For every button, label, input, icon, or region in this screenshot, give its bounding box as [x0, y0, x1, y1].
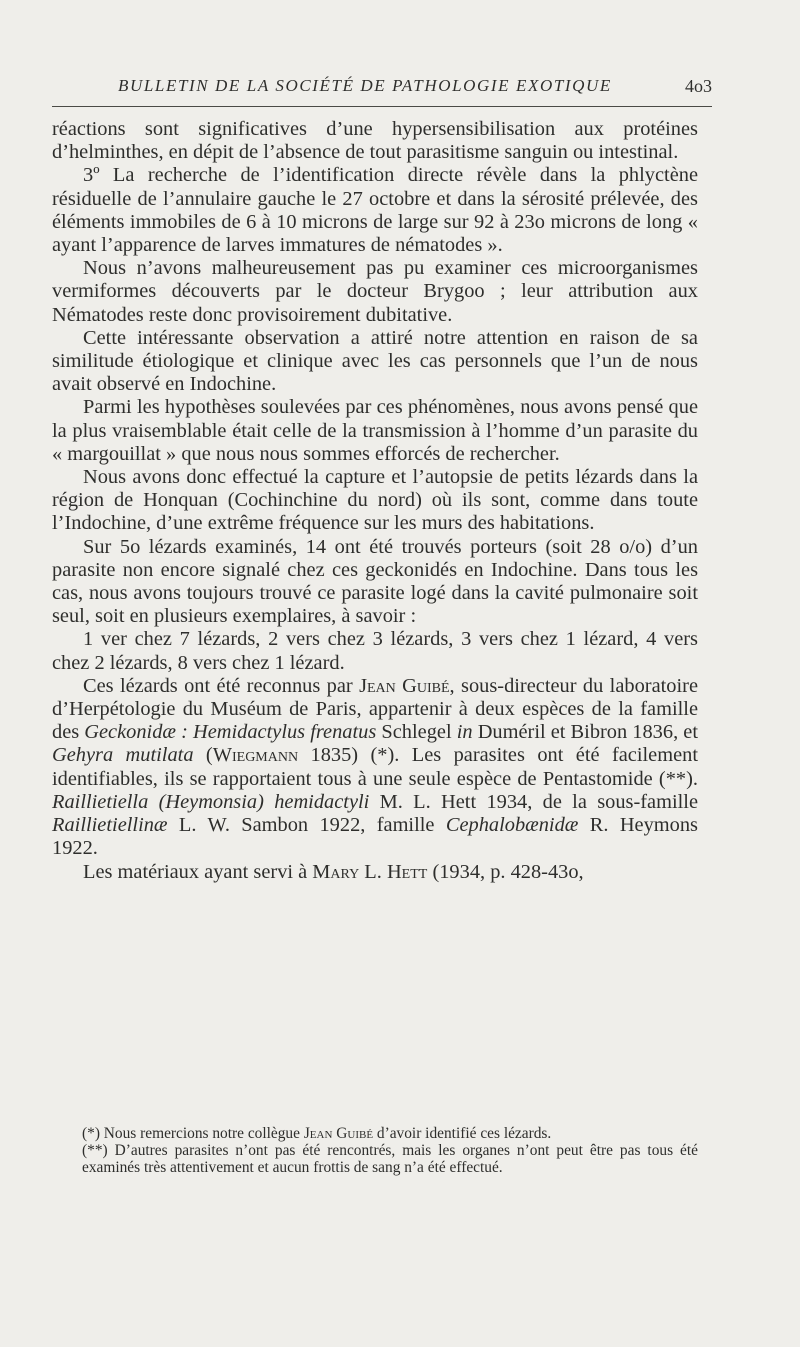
text-run: (1934, p. 428-43o, [427, 860, 584, 883]
text-run: L. W. Sambon 1922, famille [167, 814, 446, 837]
taxon-name: Cephalobænidæ [445, 814, 579, 837]
running-header [52, 72, 712, 108]
text-run: Schlegel [376, 721, 457, 744]
header-rule [52, 106, 712, 107]
text-run: , sous-directeur du laboratoire d’Herpétologie du Muséum de Paris, appartenir à deux espèces de la famille des [52, 674, 698, 744]
paragraph: 3º La recherche de l’identification directe révèle dans la phlyctène résiduelle de l’annulaire gauche le 27 octobre et dans la sérosité prélevée, des éléments immobiles de 6 à 10 microns de large sur 92 à 23o microns de long « ayant l’apparence de larves immatures de nématodes ». [52, 164, 698, 257]
text-run: Ces lézards ont été reconnus par [83, 674, 360, 697]
paragraph [52, 861, 698, 884]
paragraph: réactions sont significatives d’une hypersensibilisation aux protéines d’helminthes, en dépit de l’absence de tout parasitisme sanguin ou intestinal. [52, 118, 698, 164]
page-number: 4o3 [685, 76, 712, 96]
text-run: R. Heymons 1922. [52, 814, 698, 860]
text-run: 1835) (*). Les parasites ont été facilement identifiables, ils se rapportaient tous à une seule espèce de Pentastomide (**). [52, 744, 698, 790]
paragraph: Nous avons donc effectué la capture et l’autopsie de petits lézards dans la région de Honquan (Cochinchine du nord) où ils sont, comme dans toute l’Indochine, d’une extrême fréquence sur les murs des habitations. [52, 466, 698, 535]
author-name: Mary L. Hett [312, 860, 428, 883]
footnotes [82, 1125, 698, 1177]
paragraph [52, 675, 698, 861]
paragraph: Sur 5o lézards examinés, 14 ont été trouvés porteurs (soit 28 o/o) d’un parasite non encore signalé chez ces geckonidés en Indochine. Dans tous les cas, nous avons toujours trouvé ce parasite logé dans la cavité pulmonaire soit seul, soit en plusieurs exemplaires, à savoir : [52, 535, 698, 628]
author-name: Wiegmann [212, 744, 299, 767]
footnote [82, 1125, 698, 1142]
body-text [52, 118, 698, 884]
species-name: Geckonidæ : Hemidactylus frenatus [84, 721, 377, 744]
text-run: M. L. Hett 1934, de la sous-famille [369, 790, 698, 813]
species-name: Raillietiella (Heymonsia) hemidactyli [52, 790, 370, 813]
species-name: Gehyra mutilata [52, 744, 194, 767]
paragraph: 1 ver chez 7 lézards, 2 vers chez 3 lézards, 3 vers chez 1 lézard, 4 vers chez 2 lézards, 8 vers chez 1 lézard. [52, 628, 698, 674]
author-name: Jean Guibé [359, 674, 450, 697]
footnote: (**) D’autres parasites n’ont pas été rencontrés, mais les organes n’ont peut être pas tous été examinés très attentivement et aucun frottis de sang n’a été effectué. [82, 1142, 698, 1177]
running-title: BULLETIN DE LA SOCIÉTÉ DE PATHOLOGIE EXOTIQUE [118, 76, 612, 95]
text-run: Duméril et Bibron 1836, et [472, 721, 698, 744]
text-run: (*) Nous remercions notre collègue [82, 1125, 304, 1142]
text-run: d’avoir identifié ces lézards. [373, 1125, 552, 1142]
taxon-name: Raillietiellinæ [52, 814, 168, 837]
text-run: ( [193, 744, 213, 767]
author-name: Jean Guibé [303, 1125, 374, 1142]
text-run: Les matériaux ayant servi à [83, 860, 313, 883]
paragraph: Parmi les hypothèses soulevées par ces phénomènes, nous avons pensé que la plus vraisemblable était celle de la transmission à l’homme d’un parasite du « margouillat » que nous nous sommes efforcés de rechercher. [52, 396, 698, 465]
paragraph: Nous n’avons malheureusement pas pu examiner ces microorganismes vermiformes découverts par le docteur Brygoo ; leur attribution aux Nématodes reste donc provisoirement dubitative. [52, 257, 698, 326]
paragraph: Cette intéressante observation a attiré notre attention en raison de sa similitude étiologique et clinique avec les cas personnels que l’un de nous avait observé en Indochine. [52, 326, 698, 396]
text-run: in [456, 721, 473, 744]
